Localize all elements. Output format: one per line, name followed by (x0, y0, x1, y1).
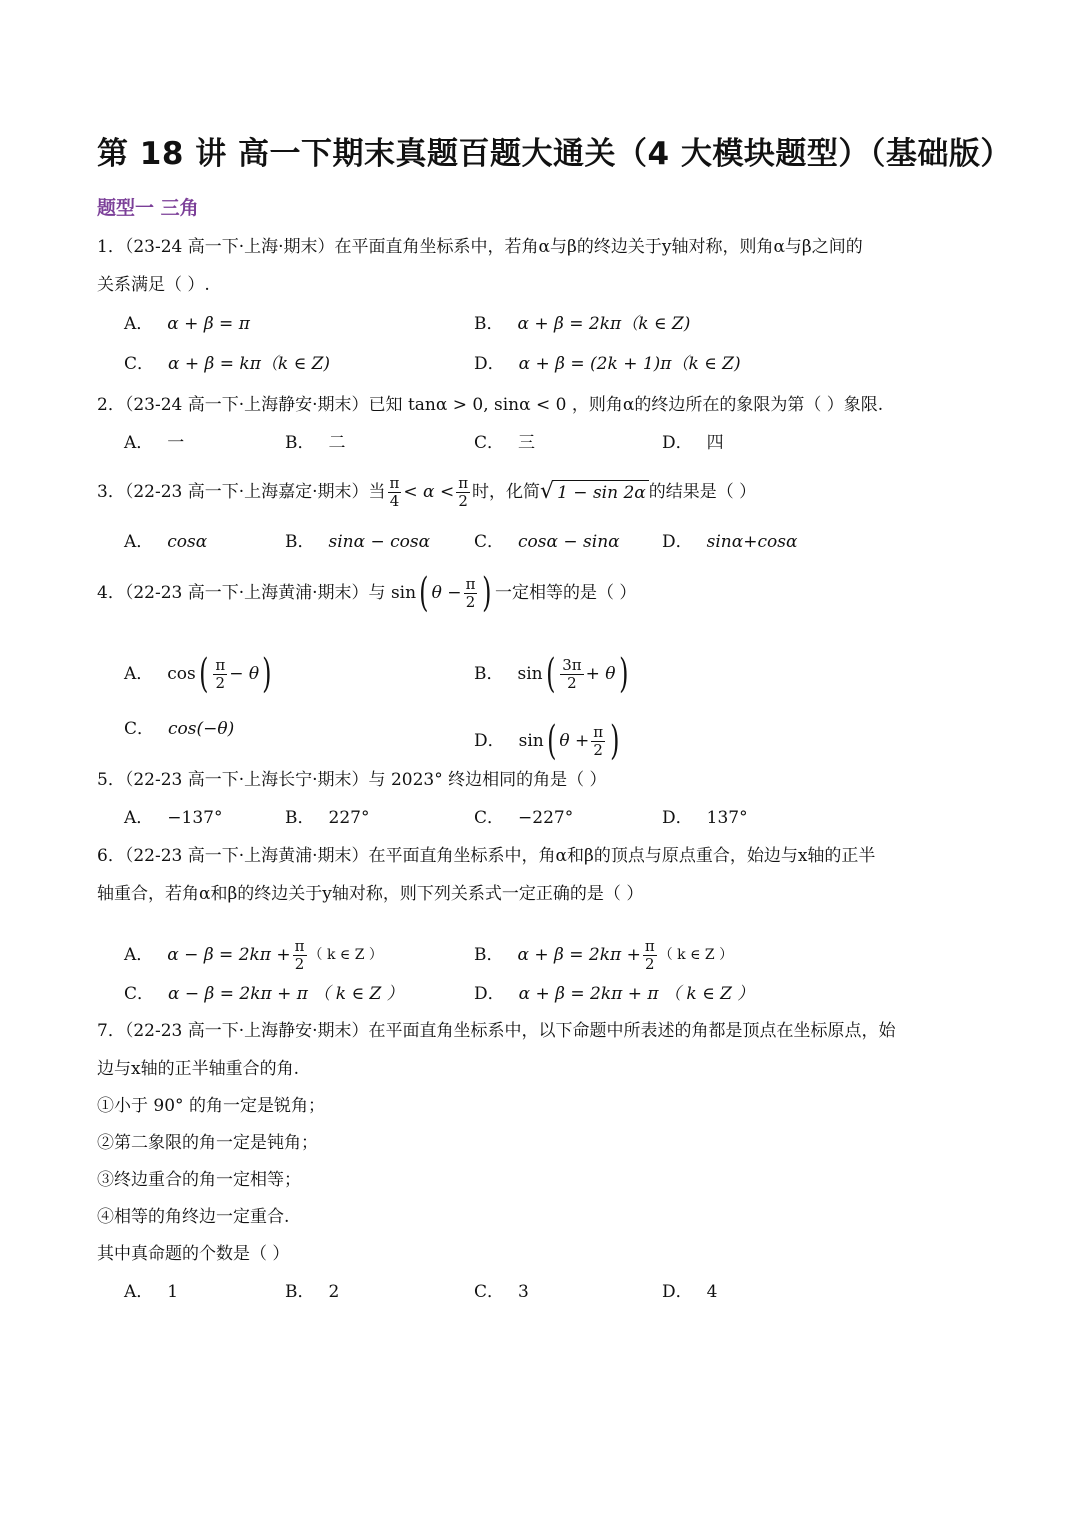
q3-frac-pi-4 (388, 475, 402, 509)
paren-left: ( (419, 570, 429, 616)
fn-name: sin (518, 731, 544, 751)
paren-right: ) (262, 651, 272, 697)
option-label: A． (124, 314, 154, 334)
page-title: 第 18 讲 高一下期末真题百题大通关（4 大模块题型）（基础版） (97, 136, 1012, 172)
option-text: α + β = π (167, 314, 250, 334)
q2-option-a (124, 431, 184, 455)
frac-denominator: 2 (645, 954, 655, 973)
option-text: sinα+cosα (706, 532, 798, 552)
q7-stem-line2: 边与x轴的正半轴重合的角. (97, 1059, 299, 1079)
q7-statement-4: ④相等的角终边一定重合. (97, 1207, 290, 1227)
option-label: A． (124, 1282, 154, 1302)
q1-option-c (124, 352, 330, 376)
paren-left: ( (546, 718, 557, 764)
q7-stem-line1: 7．（22-23 高一下·上海静安·期末）在平面直角坐标系中，以下命题中所表述的角都是顶点在坐标原点，始 (97, 1021, 896, 1041)
fn-name: cos (167, 664, 196, 684)
q3-stem (97, 470, 756, 514)
frac-pi-2 (213, 657, 227, 691)
option-label: C． (474, 1282, 505, 1302)
option-text: α + β = kπ（k ∈ Z) (168, 354, 331, 374)
q6-option-a (124, 925, 383, 985)
option-text (518, 718, 623, 764)
option-label: D． (474, 731, 505, 751)
option-text: 四 (706, 433, 724, 453)
paren-right: ) (610, 718, 620, 764)
q5-option-d (662, 806, 748, 830)
q1-stem-line2: 关系满足（ ）. (97, 275, 210, 295)
option-label: D． (474, 354, 505, 374)
q4-option-c (124, 717, 234, 741)
frac-pi-2 (643, 938, 657, 972)
option-text: sinα − cosα (328, 532, 431, 552)
expr-head: θ + (559, 731, 590, 751)
frac-denominator: 2 (215, 673, 226, 692)
option-text: 二 (328, 433, 346, 453)
q4-option-b (474, 644, 631, 704)
frac-numerator: π (465, 575, 476, 593)
option-text: −137° (167, 808, 223, 828)
q4-stem (97, 568, 636, 618)
q6-option-d (474, 982, 754, 1006)
q7-statement-2: ②第二象限的角一定是钝角； (97, 1133, 318, 1153)
frac-pi-2 (591, 724, 605, 758)
expr-tail: （ k ∈ Z ） (658, 947, 734, 963)
option-label: B． (474, 945, 504, 965)
option-label: B． (474, 664, 504, 684)
expr-head: α + β = 2kπ + (517, 945, 641, 965)
frac-denominator: 2 (465, 592, 476, 611)
option-text: α + β = (2k + 1)π（k ∈ Z) (518, 354, 741, 374)
option-label: C． (474, 433, 505, 453)
option-label: B． (474, 314, 504, 334)
q3-inequality: < α < (403, 482, 455, 502)
q3-option-c (474, 530, 620, 554)
option-text: 三 (518, 433, 536, 453)
sqrt-sign-icon: √ (540, 479, 555, 504)
option-text: cos(−θ) (168, 719, 235, 739)
option-label: B． (285, 433, 315, 453)
option-text: α + β = 2kπ + π （ k ∈ Z ） (518, 984, 755, 1004)
q7-question: 其中真命题的个数是（ ） (97, 1244, 290, 1264)
option-text: 2 (328, 1282, 340, 1302)
q1-option-b (474, 312, 690, 336)
option-text (517, 651, 632, 697)
option-text: 一 (167, 433, 185, 453)
frac-numerator: π (389, 474, 400, 492)
option-label: C． (474, 808, 505, 828)
q2-option-b (285, 431, 346, 455)
q7-option-b (285, 1280, 339, 1304)
option-label: B． (285, 808, 315, 828)
paren-left: ( (198, 651, 209, 697)
option-label: C． (124, 719, 155, 739)
expr-tail: （ k ∈ Z ） (308, 947, 383, 963)
q3-suffix: 的结果是（ ） (648, 482, 757, 502)
q4-frac-pi-2 (464, 576, 478, 610)
expr-head: α − β = 2kπ + (167, 945, 291, 965)
frac-denominator: 2 (567, 673, 577, 692)
option-label: D． (662, 532, 693, 552)
frac-numerator: π (458, 474, 469, 492)
q6-option-b (474, 925, 733, 985)
q7-option-c (474, 1280, 529, 1304)
option-label: D． (662, 1282, 693, 1302)
option-label: A． (124, 945, 154, 965)
option-label: C． (124, 354, 155, 374)
option-label: D． (662, 433, 693, 453)
q5-option-a (124, 806, 222, 830)
q1-option-a (124, 312, 250, 336)
option-text: 1 (167, 1282, 179, 1302)
expr-tail: − θ (229, 664, 260, 684)
q5-stem: 5．（22-23 高一下·上海长宁·期末）与 2023° 终边相同的角是（ ） (97, 770, 607, 790)
paren-right: ) (482, 570, 492, 616)
frac-denominator: 2 (593, 740, 603, 759)
option-label: D． (474, 984, 505, 1004)
q3-after: 时，化简 (472, 482, 541, 502)
frac-denominator: 2 (458, 491, 468, 510)
option-text: α + β = 2kπ（k ∈ Z) (517, 314, 691, 334)
q1-stem-line1: 1．（23-24 高一下·上海·期末）在平面直角坐标系中，若角α与β的终边关于y轴对称，则角α与β之间的 (97, 237, 863, 257)
paren-right: ) (618, 651, 629, 697)
option-label: C． (474, 532, 505, 552)
q4-option-a (124, 644, 275, 704)
frac-numerator: π (644, 937, 655, 955)
q5-option-b (285, 806, 369, 830)
q5-option-c (474, 806, 573, 830)
frac-numerator: π (593, 723, 604, 741)
option-label: A． (124, 808, 154, 828)
option-text: cosα (167, 532, 208, 552)
option-text: cosα − sinα (518, 532, 620, 552)
q3-option-a (124, 530, 207, 554)
frac-numerator: π (215, 656, 226, 674)
frac-numerator: π (294, 937, 305, 955)
paren-left: ( (545, 651, 556, 697)
option-text: 137° (706, 808, 748, 828)
option-label: B． (285, 532, 315, 552)
option-label: A． (124, 664, 154, 684)
option-label: B． (285, 1282, 315, 1302)
q4-suffix: 一定相等的是（ ） (495, 583, 637, 603)
section-heading: 题型一 三角 (97, 197, 199, 219)
option-label: A． (124, 532, 154, 552)
frac-3pi-2 (560, 657, 583, 691)
frac-denominator: 2 (294, 954, 305, 973)
q6-stem-line2: 轴重合，若角α和β的终边关于y轴对称，则下列关系式一定正确的是（ ） (97, 884, 644, 904)
option-text: α − β = 2kπ + π （ k ∈ Z ） (168, 984, 404, 1004)
option-label: D． (662, 808, 693, 828)
frac-denominator: 4 (389, 491, 400, 510)
q7-statement-1: ①小于 90° 的角一定是锐角； (97, 1096, 325, 1116)
q3-option-b (285, 530, 430, 554)
q7-option-d (662, 1280, 717, 1304)
expr-tail: + θ (585, 664, 616, 684)
frac-pi-2 (293, 938, 307, 972)
option-text (167, 651, 274, 697)
q2-stem: 2．（23-24 高一下·上海静安·期末）已知 tanα > 0, sinα < 0 ，则角α的终边所在的象限为第（ ）象限. (97, 395, 884, 415)
q1-option-d (474, 352, 741, 376)
q2-option-c (474, 431, 535, 455)
q4-prefix: 4．（22-23 高一下·上海黄浦·期末）与 sin (97, 583, 417, 603)
q3-sqrt (540, 480, 649, 505)
q3-frac-pi-2 (456, 475, 470, 509)
q4-inner: θ − (431, 583, 462, 603)
q2-option-d (662, 431, 724, 455)
q7-statement-3: ③终边重合的角一定相等； (97, 1170, 301, 1190)
q3-prefix: 3．（22-23 高一下·上海嘉定·期末）当 (97, 482, 386, 502)
sqrt-radicand: 1 − sin 2α (554, 480, 649, 505)
q6-stem-line1: 6．（22-23 高一下·上海黄浦·期末）在平面直角坐标系中，角α和β的顶点与原点重合，始边与x轴的正半 (97, 846, 876, 866)
option-text: −227° (518, 808, 574, 828)
q3-option-d (662, 530, 797, 554)
frac-numerator: 3π (562, 656, 582, 674)
option-label: C． (124, 984, 155, 1004)
q7-option-a (124, 1280, 178, 1304)
option-text: 3 (518, 1282, 529, 1302)
q6-option-c (124, 982, 404, 1006)
fn-name: sin (517, 664, 543, 684)
q4-option-d (474, 711, 623, 771)
option-text: 227° (328, 808, 370, 828)
option-label: A． (124, 433, 154, 453)
option-text: 4 (706, 1282, 718, 1302)
